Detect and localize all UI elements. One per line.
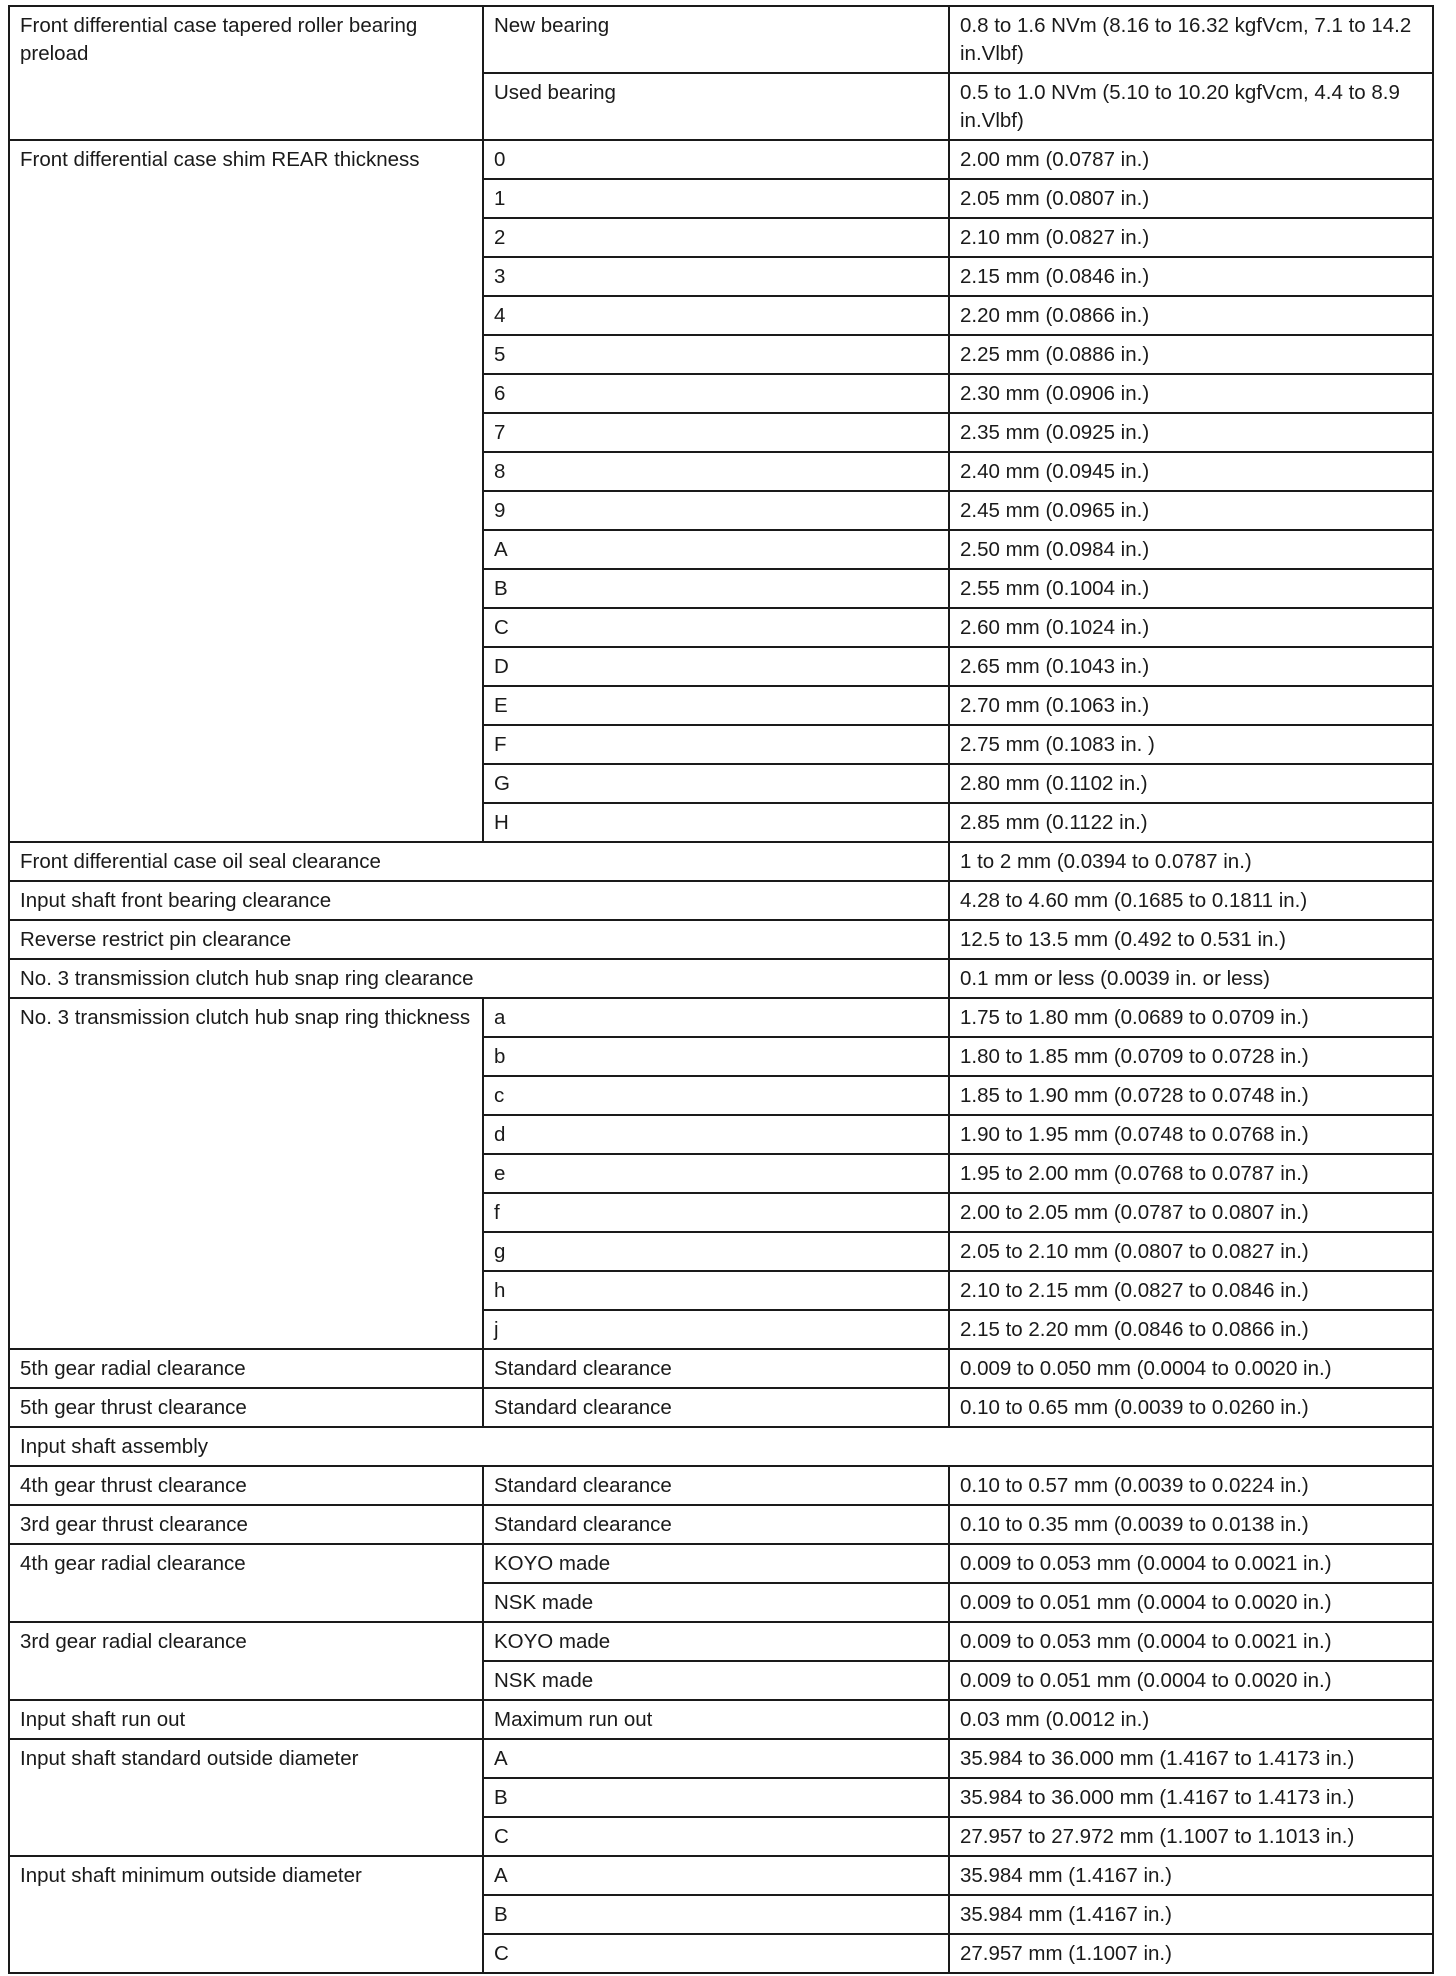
spec-label: Input shaft standard outside diameter xyxy=(9,1739,483,1856)
spec-condition: 3 xyxy=(483,257,949,296)
spec-condition: NSK made xyxy=(483,1583,949,1622)
spec-condition: 6 xyxy=(483,374,949,413)
spec-value: 2.20 mm (0.0866 in.) xyxy=(949,296,1433,335)
spec-condition: g xyxy=(483,1232,949,1271)
spec-value: 1.95 to 2.00 mm (0.0768 to 0.0787 in.) xyxy=(949,1154,1433,1193)
spec-condition: Standard clearance xyxy=(483,1466,949,1505)
spec-value: 0.009 to 0.053 mm (0.0004 to 0.0021 in.) xyxy=(949,1622,1433,1661)
spec-value: 2.50 mm (0.0984 in.) xyxy=(949,530,1433,569)
specification-table-body xyxy=(9,6,1433,1973)
spec-value: 2.15 to 2.20 mm (0.0846 to 0.0866 in.) xyxy=(949,1310,1433,1349)
spec-condition: KOYO made xyxy=(483,1622,949,1661)
specification-table xyxy=(8,5,1434,1974)
spec-value: 2.45 mm (0.0965 in.) xyxy=(949,491,1433,530)
spec-value: 35.984 to 36.000 mm (1.4167 to 1.4173 in.) xyxy=(949,1778,1433,1817)
spec-value: 2.05 mm (0.0807 in.) xyxy=(949,179,1433,218)
spec-condition: j xyxy=(483,1310,949,1349)
spec-label: 5th gear thrust clearance xyxy=(9,1388,483,1427)
spec-label: 3rd gear radial clearance xyxy=(9,1622,483,1700)
spec-value: 2.65 mm (0.1043 in.) xyxy=(949,647,1433,686)
spec-condition: h xyxy=(483,1271,949,1310)
table-row xyxy=(9,1622,1433,1661)
spec-value: 0.009 to 0.051 mm (0.0004 to 0.0020 in.) xyxy=(949,1661,1433,1700)
spec-value: 27.957 mm (1.1007 in.) xyxy=(949,1934,1433,1973)
spec-value: 2.85 mm (0.1122 in.) xyxy=(949,803,1433,842)
spec-value: 2.15 mm (0.0846 in.) xyxy=(949,257,1433,296)
spec-value: 0.009 to 0.050 mm (0.0004 to 0.0020 in.) xyxy=(949,1349,1433,1388)
spec-condition: e xyxy=(483,1154,949,1193)
spec-condition: b xyxy=(483,1037,949,1076)
spec-value: 27.957 to 27.972 mm (1.1007 to 1.1013 in.) xyxy=(949,1817,1433,1856)
table-row xyxy=(9,1466,1433,1505)
spec-condition: 2 xyxy=(483,218,949,257)
table-row xyxy=(9,959,1433,998)
spec-condition: NSK made xyxy=(483,1661,949,1700)
spec-value: 0.009 to 0.053 mm (0.0004 to 0.0021 in.) xyxy=(949,1544,1433,1583)
spec-condition: A xyxy=(483,530,949,569)
spec-condition: 7 xyxy=(483,413,949,452)
table-row xyxy=(9,920,1433,959)
spec-condition: 5 xyxy=(483,335,949,374)
spec-condition: C xyxy=(483,1817,949,1856)
spec-value: 2.40 mm (0.0945 in.) xyxy=(949,452,1433,491)
table-row xyxy=(9,881,1433,920)
spec-label: Input shaft minimum outside diameter xyxy=(9,1856,483,1973)
spec-condition: B xyxy=(483,1778,949,1817)
spec-value: 2.25 mm (0.0886 in.) xyxy=(949,335,1433,374)
spec-value: 0.8 to 1.6 NVm (8.16 to 16.32 kgfVcm, 7.1 to 14.2 in.Vlbf) xyxy=(949,6,1433,73)
spec-value: 2.75 mm (0.1083 in. ) xyxy=(949,725,1433,764)
table-row xyxy=(9,998,1433,1037)
spec-value: 0.10 to 0.57 mm (0.0039 to 0.0224 in.) xyxy=(949,1466,1433,1505)
spec-value: 1.85 to 1.90 mm (0.0728 to 0.0748 in.) xyxy=(949,1076,1433,1115)
spec-condition: F xyxy=(483,725,949,764)
spec-condition: 1 xyxy=(483,179,949,218)
table-row xyxy=(9,6,1433,73)
spec-label: Reverse restrict pin clearance xyxy=(9,920,949,959)
table-row xyxy=(9,1349,1433,1388)
section-row xyxy=(9,1427,1433,1466)
spec-value: 0.5 to 1.0 NVm (5.10 to 10.20 kgfVcm, 4.4 to 8.9 in.Vlbf) xyxy=(949,73,1433,140)
spec-condition: H xyxy=(483,803,949,842)
spec-condition: f xyxy=(483,1193,949,1232)
spec-condition: Standard clearance xyxy=(483,1349,949,1388)
spec-condition: KOYO made xyxy=(483,1544,949,1583)
table-row xyxy=(9,1739,1433,1778)
spec-condition: C xyxy=(483,608,949,647)
spec-label: 5th gear radial clearance xyxy=(9,1349,483,1388)
spec-value: 35.984 to 36.000 mm (1.4167 to 1.4173 in.) xyxy=(949,1739,1433,1778)
spec-label: Input shaft front bearing clearance xyxy=(9,881,949,920)
spec-label: Input shaft run out xyxy=(9,1700,483,1739)
spec-value: 2.05 to 2.10 mm (0.0807 to 0.0827 in.) xyxy=(949,1232,1433,1271)
spec-label: 3rd gear thrust clearance xyxy=(9,1505,483,1544)
spec-condition: c xyxy=(483,1076,949,1115)
spec-value: 0.10 to 0.65 mm (0.0039 to 0.0260 in.) xyxy=(949,1388,1433,1427)
spec-value: 0.1 mm or less (0.0039 in. or less) xyxy=(949,959,1433,998)
table-row xyxy=(9,1856,1433,1895)
spec-condition: 8 xyxy=(483,452,949,491)
spec-value: 2.80 mm (0.1102 in.) xyxy=(949,764,1433,803)
table-row xyxy=(9,842,1433,881)
spec-value: 0.03 mm (0.0012 in.) xyxy=(949,1700,1433,1739)
spec-condition: E xyxy=(483,686,949,725)
spec-condition: 4 xyxy=(483,296,949,335)
spec-condition: Standard clearance xyxy=(483,1505,949,1544)
spec-value: 2.35 mm (0.0925 in.) xyxy=(949,413,1433,452)
table-row xyxy=(9,1544,1433,1583)
spec-value: 0.009 to 0.051 mm (0.0004 to 0.0020 in.) xyxy=(949,1583,1433,1622)
spec-value: 2.30 mm (0.0906 in.) xyxy=(949,374,1433,413)
spec-condition: A xyxy=(483,1856,949,1895)
spec-condition: A xyxy=(483,1739,949,1778)
spec-value: 2.10 mm (0.0827 in.) xyxy=(949,218,1433,257)
spec-value: 2.55 mm (0.1004 in.) xyxy=(949,569,1433,608)
spec-value: 1 to 2 mm (0.0394 to 0.0787 in.) xyxy=(949,842,1433,881)
spec-value: 0.10 to 0.35 mm (0.0039 to 0.0138 in.) xyxy=(949,1505,1433,1544)
spec-label: Front differential case oil seal clearance xyxy=(9,842,949,881)
spec-value: 4.28 to 4.60 mm (0.1685 to 0.1811 in.) xyxy=(949,881,1433,920)
section-heading: Input shaft assembly xyxy=(9,1427,1433,1466)
spec-condition: D xyxy=(483,647,949,686)
spec-value: 1.80 to 1.85 mm (0.0709 to 0.0728 in.) xyxy=(949,1037,1433,1076)
spec-value: 2.70 mm (0.1063 in.) xyxy=(949,686,1433,725)
spec-label: 4th gear radial clearance xyxy=(9,1544,483,1622)
table-row xyxy=(9,140,1433,179)
spec-label: Front differential case tapered roller bearing preload xyxy=(9,6,483,140)
spec-label: Front differential case shim REAR thickness xyxy=(9,140,483,842)
spec-condition: New bearing xyxy=(483,6,949,73)
spec-label: No. 3 transmission clutch hub snap ring clearance xyxy=(9,959,949,998)
spec-condition: B xyxy=(483,1895,949,1934)
spec-value: 12.5 to 13.5 mm (0.492 to 0.531 in.) xyxy=(949,920,1433,959)
spec-value: 2.00 to 2.05 mm (0.0787 to 0.0807 in.) xyxy=(949,1193,1433,1232)
spec-value: 1.75 to 1.80 mm (0.0689 to 0.0709 in.) xyxy=(949,998,1433,1037)
spec-value: 2.00 mm (0.0787 in.) xyxy=(949,140,1433,179)
table-row xyxy=(9,1700,1433,1739)
spec-label: 4th gear thrust clearance xyxy=(9,1466,483,1505)
spec-value: 35.984 mm (1.4167 in.) xyxy=(949,1895,1433,1934)
spec-value: 2.10 to 2.15 mm (0.0827 to 0.0846 in.) xyxy=(949,1271,1433,1310)
spec-condition: C xyxy=(483,1934,949,1973)
table-row xyxy=(9,1505,1433,1544)
spec-value: 2.60 mm (0.1024 in.) xyxy=(949,608,1433,647)
spec-label: No. 3 transmission clutch hub snap ring thickness xyxy=(9,998,483,1349)
spec-value: 1.90 to 1.95 mm (0.0748 to 0.0768 in.) xyxy=(949,1115,1433,1154)
spec-condition: Used bearing xyxy=(483,73,949,140)
spec-condition: a xyxy=(483,998,949,1037)
spec-condition: G xyxy=(483,764,949,803)
spec-condition: Standard clearance xyxy=(483,1388,949,1427)
spec-condition: Maximum run out xyxy=(483,1700,949,1739)
spec-value: 35.984 mm (1.4167 in.) xyxy=(949,1856,1433,1895)
spec-condition: 0 xyxy=(483,140,949,179)
spec-condition: d xyxy=(483,1115,949,1154)
spec-condition: 9 xyxy=(483,491,949,530)
spec-condition: B xyxy=(483,569,949,608)
table-row xyxy=(9,1388,1433,1427)
